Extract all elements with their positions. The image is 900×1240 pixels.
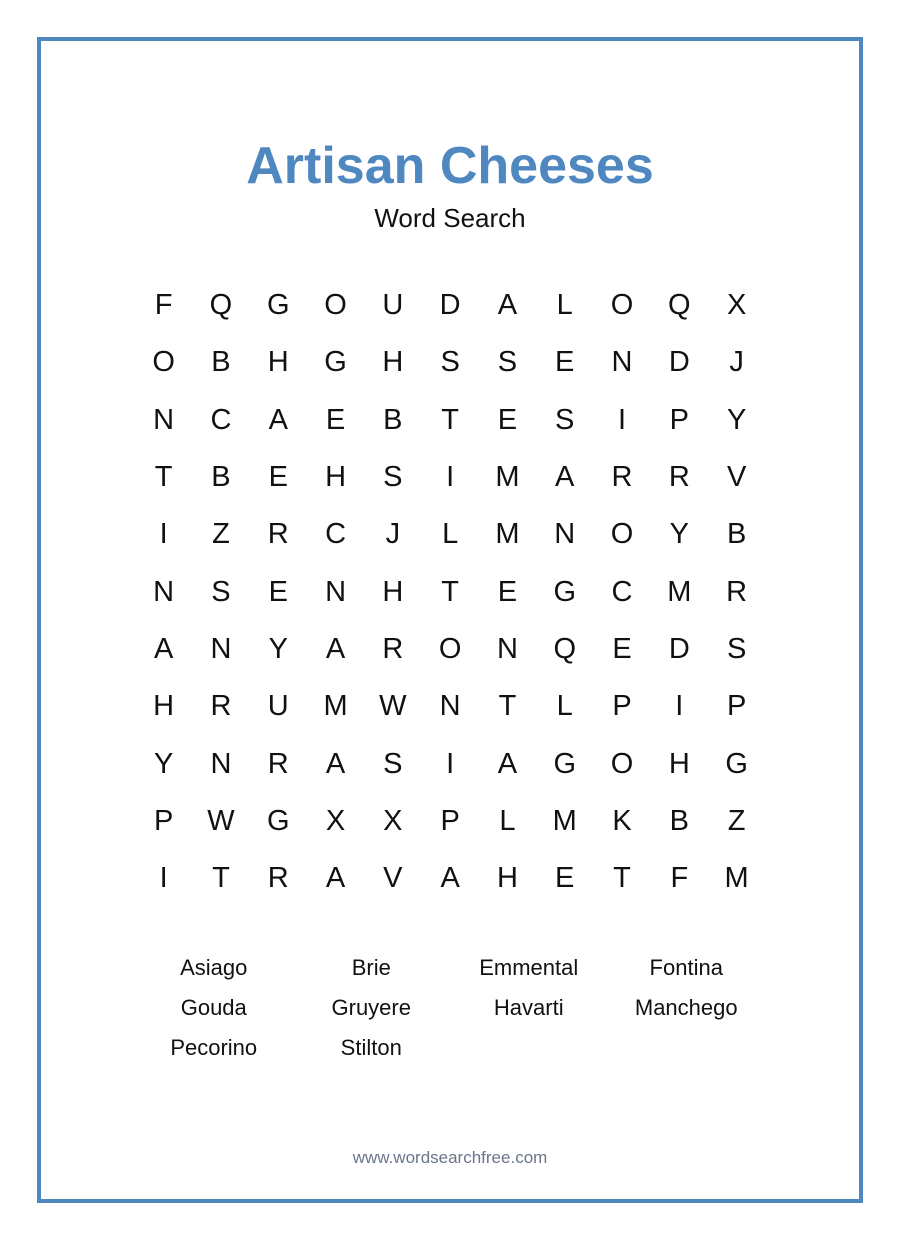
grid-cell[interactable]: E: [612, 632, 632, 665]
grid-cell[interactable]: G: [553, 747, 576, 780]
letter-grid: [135, 277, 765, 907]
grid-cell[interactable]: N: [210, 632, 232, 665]
grid-cell[interactable]: T: [441, 403, 459, 436]
word-list-item: Emmental: [479, 955, 579, 980]
grid-cell[interactable]: E: [497, 575, 518, 608]
grid-cell[interactable]: I: [675, 690, 684, 723]
grid-cell[interactable]: E: [497, 403, 518, 436]
word-list-item: Brie: [351, 955, 391, 980]
grid-cell[interactable]: Y: [726, 403, 747, 436]
grid-cell[interactable]: S: [383, 461, 403, 494]
grid-cell[interactable]: E: [268, 461, 288, 494]
word-list: [135, 948, 765, 1068]
grid-cell[interactable]: C: [611, 575, 633, 608]
grid-cell[interactable]: A: [325, 862, 346, 895]
grid-cell[interactable]: N: [611, 346, 633, 379]
grid-cell[interactable]: S: [555, 403, 575, 436]
grid-cell[interactable]: X: [325, 804, 346, 837]
grid-cell[interactable]: W: [207, 804, 235, 837]
grid-cell[interactable]: S: [497, 346, 518, 379]
grid-cell[interactable]: A: [555, 461, 575, 494]
grid-cell[interactable]: H: [382, 575, 404, 608]
grid-cell[interactable]: R: [267, 747, 289, 780]
grid-cell[interactable]: E: [268, 575, 288, 608]
grid-cell[interactable]: D: [668, 632, 690, 665]
grid-cell[interactable]: R: [210, 690, 232, 723]
grid-cell[interactable]: C: [325, 518, 347, 551]
grid-cell[interactable]: G: [553, 575, 576, 608]
grid-cell[interactable]: M: [667, 575, 692, 608]
grid-cell[interactable]: N: [153, 403, 175, 436]
grid-cell[interactable]: G: [266, 804, 290, 837]
grid-cell[interactable]: S: [383, 747, 403, 780]
grid-cell[interactable]: H: [382, 346, 404, 379]
word-list-item: Stilton: [340, 1035, 402, 1060]
grid-cell[interactable]: X: [726, 289, 747, 322]
grid-cell[interactable]: R: [267, 518, 289, 551]
page-title: Artisan Cheeses: [246, 137, 654, 195]
grid-cell[interactable]: S: [726, 632, 747, 665]
grid-cell[interactable]: J: [729, 346, 744, 379]
grid-cell[interactable]: Z: [727, 804, 746, 837]
grid-cell[interactable]: O: [610, 747, 634, 780]
grid-cell[interactable]: Y: [268, 632, 288, 665]
grid-cell[interactable]: O: [438, 632, 462, 665]
grid-cell[interactable]: N: [439, 690, 461, 723]
grid-cell[interactable]: H: [668, 747, 690, 780]
grid-cell[interactable]: Y: [669, 518, 689, 551]
word-list-item: Gouda: [180, 995, 247, 1020]
grid-cell[interactable]: M: [552, 804, 577, 837]
grid-cell[interactable]: A: [268, 403, 288, 436]
grid-cell[interactable]: E: [555, 862, 575, 895]
grid-cell[interactable]: B: [726, 518, 747, 551]
grid-cell[interactable]: H: [496, 862, 518, 895]
grid-cell[interactable]: E: [555, 346, 575, 379]
grid-cell[interactable]: O: [324, 289, 347, 322]
grid-cell[interactable]: Q: [553, 632, 576, 665]
grid-cell[interactable]: N: [554, 518, 576, 551]
grid-cell[interactable]: Q: [209, 289, 233, 322]
grid-cell[interactable]: L: [499, 804, 516, 837]
grid-cell[interactable]: N: [496, 632, 518, 665]
grid-cell[interactable]: T: [441, 575, 459, 608]
grid-cell[interactable]: M: [495, 461, 520, 494]
grid-cell[interactable]: G: [324, 346, 347, 379]
word-list-item: Gruyere: [331, 995, 411, 1020]
grid-cell[interactable]: I: [617, 403, 627, 436]
grid-cell[interactable]: F: [670, 862, 689, 895]
grid-cell[interactable]: O: [610, 518, 634, 551]
grid-cell[interactable]: D: [439, 289, 461, 322]
grid-cell[interactable]: Q: [668, 289, 691, 322]
word-list-item: Pecorino: [170, 1035, 258, 1060]
grid-cell[interactable]: K: [612, 804, 632, 837]
grid-cell[interactable]: N: [210, 747, 232, 780]
grid-cell[interactable]: R: [726, 575, 748, 608]
footer-url[interactable]: www.wordsearchfree.com: [352, 1148, 548, 1167]
grid-cell[interactable]: P: [153, 804, 174, 837]
grid-cell[interactable]: V: [726, 461, 747, 494]
grid-cell[interactable]: V: [383, 862, 403, 895]
grid-cell[interactable]: X: [383, 804, 403, 837]
grid-cell[interactable]: I: [159, 518, 168, 551]
word-list-item: Asiago: [180, 955, 248, 980]
grid-cell[interactable]: E: [325, 403, 346, 436]
grid-cell[interactable]: B: [383, 403, 403, 436]
grid-cell[interactable]: N: [325, 575, 347, 608]
grid-cell[interactable]: G: [725, 747, 748, 780]
word-list-item: Fontina: [649, 955, 723, 980]
grid-cell[interactable]: O: [152, 346, 175, 379]
grid-cell[interactable]: M: [724, 862, 749, 895]
grid-cell[interactable]: A: [497, 289, 518, 322]
grid-cell[interactable]: L: [556, 690, 573, 723]
grid-cell[interactable]: U: [267, 690, 289, 723]
grid-cell[interactable]: I: [446, 461, 455, 494]
grid-cell[interactable]: S: [440, 346, 460, 379]
grid-cell[interactable]: A: [440, 862, 460, 895]
grid-cell[interactable]: T: [212, 862, 230, 895]
grid-cell[interactable]: G: [266, 289, 290, 322]
grid-cell[interactable]: C: [210, 403, 232, 436]
grid-cell[interactable]: T: [613, 862, 631, 895]
grid-cell[interactable]: B: [211, 461, 231, 494]
grid-cell[interactable]: L: [556, 289, 573, 322]
grid-cell[interactable]: A: [325, 632, 346, 665]
grid-cell[interactable]: W: [379, 690, 407, 723]
grid-cell[interactable]: B: [211, 346, 231, 379]
word-list-item: Havarti: [493, 995, 564, 1020]
grid-cell[interactable]: R: [382, 632, 404, 665]
page-subtitle: Word Search: [374, 203, 526, 233]
grid-cell[interactable]: Z: [212, 518, 230, 551]
grid-cell[interactable]: A: [153, 632, 174, 665]
grid-cell[interactable]: U: [382, 289, 404, 322]
grid-cell[interactable]: P: [612, 690, 632, 723]
grid-cell[interactable]: H: [267, 346, 289, 379]
grid-cell[interactable]: B: [669, 804, 689, 837]
grid-cell[interactable]: H: [153, 690, 175, 723]
grid-cell[interactable]: R: [668, 461, 690, 494]
grid-cell[interactable]: D: [668, 346, 690, 379]
grid-cell[interactable]: N: [153, 575, 175, 608]
grid-cell[interactable]: Y: [153, 747, 174, 780]
grid-cell[interactable]: T: [498, 690, 517, 723]
grid-cell[interactable]: L: [442, 518, 459, 551]
grid-cell[interactable]: P: [440, 804, 460, 837]
grid-cell[interactable]: A: [325, 747, 346, 780]
grid-cell[interactable]: J: [385, 518, 401, 551]
grid-cell[interactable]: T: [154, 461, 173, 494]
grid-cell[interactable]: P: [726, 690, 747, 723]
grid-cell[interactable]: O: [610, 289, 634, 322]
grid-cell[interactable]: F: [154, 289, 173, 322]
grid-cell[interactable]: S: [211, 575, 231, 608]
grid-cell[interactable]: R: [267, 862, 289, 895]
grid-cell[interactable]: P: [669, 403, 689, 436]
grid-cell[interactable]: R: [611, 461, 633, 494]
grid-cell[interactable]: M: [495, 518, 520, 551]
grid-cell[interactable]: I: [159, 862, 168, 895]
grid-cell[interactable]: M: [323, 690, 348, 723]
grid-cell[interactable]: A: [497, 747, 518, 780]
grid-cell[interactable]: H: [325, 461, 347, 494]
word-list-item: Manchego: [634, 995, 738, 1020]
grid-cell[interactable]: I: [446, 747, 455, 780]
